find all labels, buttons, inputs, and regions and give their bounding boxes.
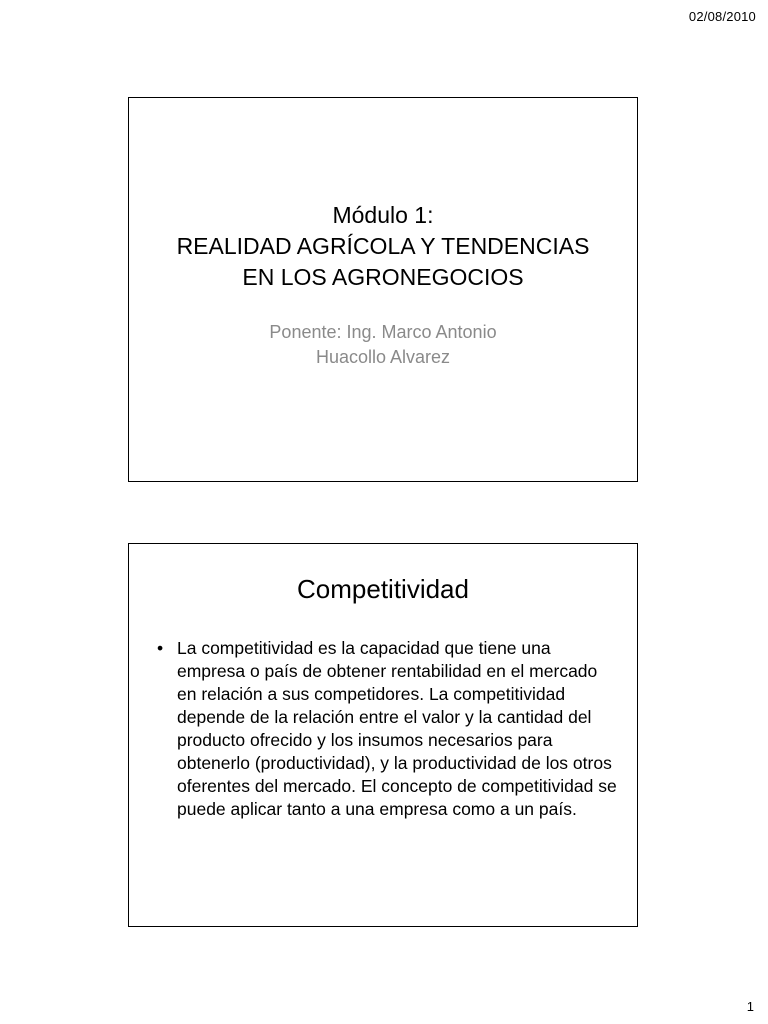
slide-1-title-line: REALIDAD AGRÍCOLA Y TENDENCIAS xyxy=(176,233,590,259)
slide-1-title-line: Módulo 1: xyxy=(332,202,434,228)
slide-1-thumbnail xyxy=(128,97,638,482)
bullet-marker: • xyxy=(157,638,164,658)
slide-2-title: Competitividad xyxy=(297,574,469,604)
slide-1-title xyxy=(129,200,637,293)
page-number: 1 xyxy=(746,999,754,1014)
slide-1-subtitle-line: Huacollo Alvarez xyxy=(315,347,451,367)
bullet-text: La competitividad es la capacidad que tiene una empresa o país de obtener rentabilidad en el mercado en relación a sus competidores. La competitividad depende de la relación entre el valor y la cantidad del producto ofrecido y los insumos necesarios para obtenerlo (productividad), y la productividad de los otros oferentes del mercado. El concepto de competitividad se puede aplicar tanto a una empresa como a un país. xyxy=(177,638,617,819)
slide-1-subtitle-line: Ponente: Ing. Marco Antonio xyxy=(269,322,497,342)
slide-2-thumbnail xyxy=(128,543,638,927)
slide-2-bullet-list xyxy=(157,637,617,821)
page-date: 02/08/2010 xyxy=(688,9,756,24)
slide-1-title-line: EN LOS AGRONEGOCIOS xyxy=(242,264,524,290)
slide-1-subtitle xyxy=(129,320,637,370)
bullet-item xyxy=(157,637,617,821)
